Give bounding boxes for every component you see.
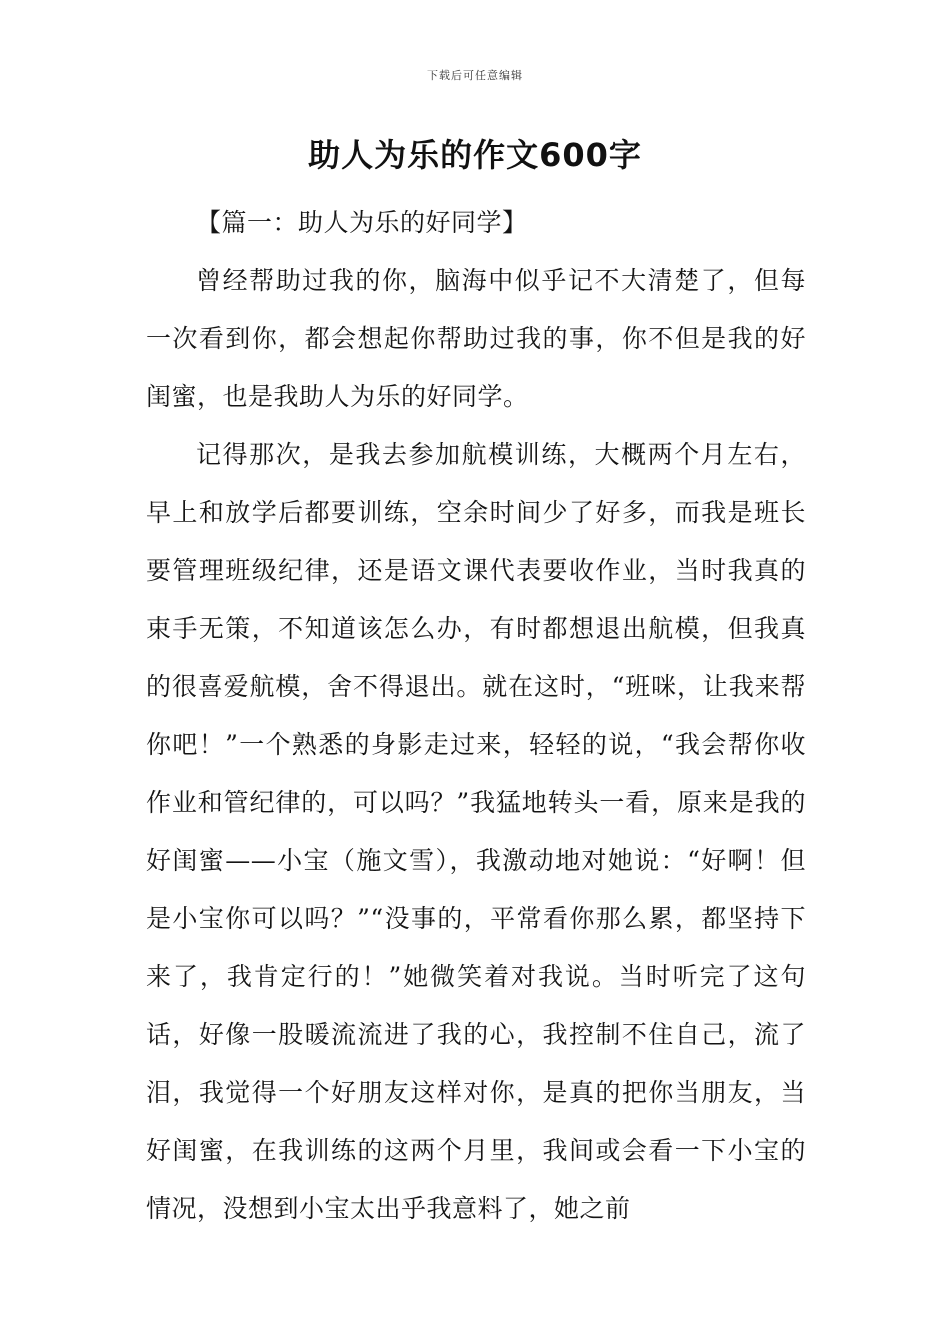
document-body <box>146 194 806 1238</box>
page-title: 助人为乐的作文600字 <box>308 136 642 174</box>
paragraph-1: 曾经帮助过我的你，脑海中似乎记不大清楚了，但每一次看到你，都会想起你帮助过我的事，你不但是我的好闺蜜，也是我助人为乐的好同学。 <box>146 266 806 411</box>
header-note: 下载后可任意编辑 <box>427 69 523 82</box>
section-heading: 【篇一：助人为乐的好同学】 <box>196 208 528 237</box>
paragraph-2: 记得那次，是我去参加航模训练，大概两个月左右，早上和放学后都要训练，空余时间少了好多，而我是班长要管理班级纪律，还是语文课代表要收作业，当时我真的束手无策，不知道该怎么办，有时都想退出航模，但我真的很喜爱航模，舍不得退出。就在这时，“班咪，让我来帮你吧！”一个熟悉的身影走过来，轻轻的说，“我会帮你收作业和管纪律的，可以吗？”我猛地转头一看，原来是我的好闺蜜——小宝（施文雪），我激动地对她说：“好啊！但是小宝你可以吗？”“没事的，平常看你那么累，都坚持下来了，我肯定行的！”她微笑着对我说。当时听完了这句话，好像一股暖流流进了我的心，我控制不住自己，流了泪，我觉得一个好朋友这样对你，是真的把你当朋友，当好闺蜜，在我训练的这两个月里，我间或会看一下小宝的情况，没想到小宝太出乎我意料了，她之前 <box>146 440 806 1223</box>
